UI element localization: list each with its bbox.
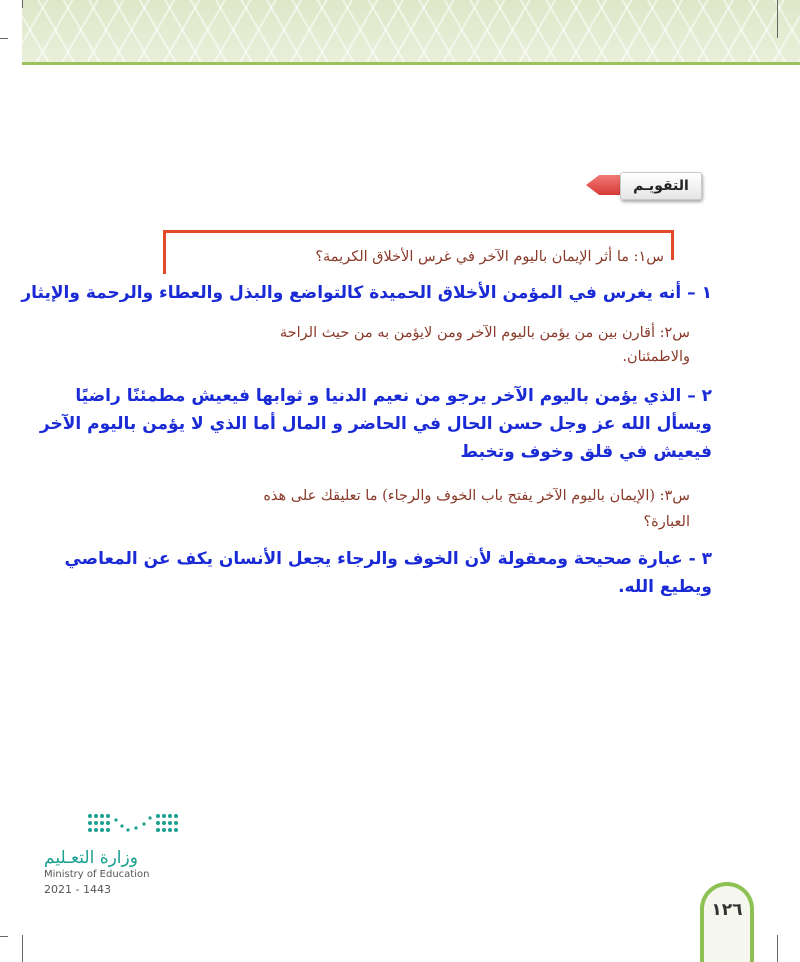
question-frame-left: [163, 230, 166, 274]
page-number-badge-inner: [704, 886, 750, 962]
answer-2-line-1: ٢ – الذي يؤمن باليوم الآخر يرجو من نعيم الدنيا و ثوابها فيعيش مطمئنًا راضيًا: [75, 386, 712, 406]
header-pattern-band: [22, 0, 800, 62]
page-number: ١٢٦: [711, 900, 743, 920]
section-title: التقويـم: [620, 172, 702, 200]
answer-2-line-3: فيعيش في قلق وخوف وتخبط: [460, 442, 712, 462]
section-header-badge: [586, 172, 702, 198]
question-1: س١: ما أثر الإيمان باليوم الآخر في غرس الأخلاق الكريمة؟: [315, 249, 664, 265]
ministry-name-arabic: وزارة التعـليم: [44, 848, 138, 868]
question-3-line-2: العبارة؟: [643, 514, 690, 530]
crop-mark-bottom-right: [777, 935, 778, 962]
answer-1: ١ – أنه يغرس في المؤمن الأخلاق الحميدة كالتواضع والبذل والعطاء والرحمة والإيثار: [21, 283, 712, 303]
answer-3-line-2: ويطيع الله.: [618, 577, 712, 597]
question-2-line-2: والاطمئنان.: [622, 349, 690, 365]
ministry-logo-dots-icon: [86, 812, 182, 838]
ministry-name-english: Ministry of Education: [44, 869, 150, 880]
question-frame-right: [671, 230, 674, 260]
crop-mark-top-right: [777, 0, 778, 38]
answer-2-line-2: ويسأل الله عز وجل حسن الحال في الحاضر و المال أما الذي لا يؤمن باليوم الآخر: [39, 414, 712, 434]
question-3-line-1: س٣: (الإيمان باليوم الآخر يفتح باب الخوف والرجاء) ما تعليقك على هذه: [263, 488, 690, 504]
ministry-years: 2021 - 1443: [44, 883, 111, 896]
crop-mark-top-left: [0, 38, 8, 39]
crop-mark-top-left-v: [22, 0, 23, 8]
header-divider-line: [22, 62, 800, 65]
question-frame-top: [163, 230, 674, 233]
crop-mark-bottom-left: [22, 935, 23, 962]
crop-mark-bottom-left-h: [0, 936, 8, 937]
answer-3-line-1: ٣ - عبارة صحيحة ومعقولة لأن الخوف والرجاء يجعل الأنسان يكف عن المعاصي: [64, 549, 712, 569]
question-2-line-1: س٢: أقارن بين من يؤمن باليوم الآخر ومن لايؤمن به من حيث الراحة: [279, 325, 690, 341]
